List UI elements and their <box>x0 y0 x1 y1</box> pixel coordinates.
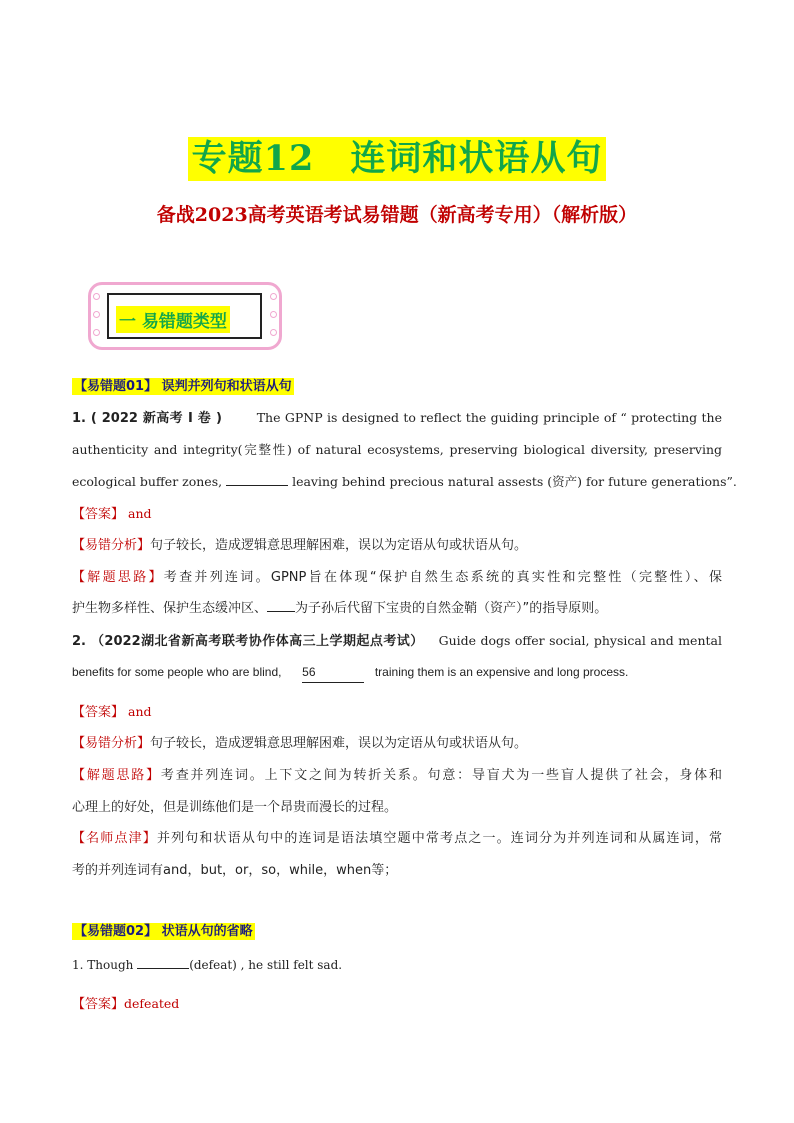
answer-label: 【答案】 <box>72 705 125 720</box>
section2-header: 【易错题02】 状语从句的省略 <box>74 924 253 939</box>
page-subtitle: 备战2023高考英语考试易错题（新高考专用）（解析版） <box>156 204 638 226</box>
q1-line2: authenticity and integrity(完整性) of natural ecosystems, preserving biological diversity, preserving <box>72 442 722 457</box>
section1-header: 【易错题01】 误判并列句和状语从句 <box>74 379 292 394</box>
q1-line3 <box>72 472 737 492</box>
s2-q1-line <box>72 955 722 975</box>
idea-label: 【解题思路】 <box>72 570 164 585</box>
s2-answer: defeated <box>124 996 180 1011</box>
q1-answer-blank <box>226 485 288 486</box>
s2-q1-blank <box>137 968 189 969</box>
q1-line1 <box>72 408 722 429</box>
q1-idea-line2 <box>72 599 722 619</box>
q1-idea-1: 考查并列连词。GPNP旨在体现“保护自然生态系统的真实性和完整性（完整性）、保 <box>163 570 722 585</box>
q2-line2 <box>72 662 722 683</box>
q2-answer: and <box>128 704 152 719</box>
q2-idea-line2: 心理上的好处，但是训练他们是一个昂贵而漫长的过程。 <box>72 800 398 815</box>
q1-analysis: 句子较长，造成逻辑意思理解困难，误以为定语从句或状语从句。 <box>150 538 528 553</box>
section-badge-label: 一 易错题类型 <box>116 306 230 333</box>
q1-idea-blank <box>267 611 295 612</box>
q1-analysis-line <box>72 536 722 556</box>
q1-answer-line <box>72 504 722 525</box>
q1-text-3a: ecological buffer zones, <box>72 474 223 489</box>
q1-text-3b: leaving behind precious natural assests (资产) for future generations”. <box>292 474 737 489</box>
s2-answer-line <box>72 994 722 1015</box>
q2-source: 2. （2022湖北省新高考联考协作体高三上学期起点考试） <box>72 634 424 649</box>
q1-idea-2a: 护生物多样性、保护生态缓冲区、 <box>72 601 268 616</box>
answer-label: 【答案】 <box>72 507 125 522</box>
answer-label: 【答案】 <box>72 997 125 1012</box>
s2-q1-text-a: 1. Though <box>72 958 134 972</box>
analysis-label: 【易错分析】 <box>72 538 151 553</box>
q2-line1 <box>72 631 722 652</box>
section2-header-line <box>72 922 722 942</box>
idea-label: 【解题思路】 <box>72 768 161 783</box>
tip-label: 【名师点津】 <box>72 831 157 846</box>
q2-text-1: Guide dogs offer social, physical and mental <box>438 633 722 648</box>
analysis-label: 【易错分析】 <box>72 736 151 751</box>
q1-idea-2b: 为子孙后代留下宝贵的自然金鞘（资产）”的指导原则。 <box>295 601 608 616</box>
q2-idea-line1 <box>72 766 722 786</box>
q2-idea-1: 考查并列连词。上下文之间为转折关系。句意：导盲犬为一些盲人提供了社会，身体和 <box>160 768 722 783</box>
q1-text-1: The GPNP is designed to reflect the guiding principle of “ protecting the <box>256 410 722 425</box>
s2-q1-text-b: (defeat) , he still felt sad. <box>189 958 343 972</box>
title-wrap <box>0 137 794 181</box>
q2-text-2b: training them is an expensive and long process. <box>374 665 629 679</box>
q2-text-2a: benefits for some people who are blind, <box>72 665 282 679</box>
q2-tip-line1 <box>72 829 722 849</box>
q2-blank-number: 56 <box>302 662 364 683</box>
q1-answer: and <box>128 506 152 521</box>
q2-tip-1: 并列句和状语从句中的连词是语法填空题中常考点之一。连词分为并列连词和从属连词，常 <box>156 831 722 846</box>
section1-header-line <box>72 377 722 397</box>
q2-answer-line <box>72 702 722 723</box>
q2-analysis: 句子较长，造成逻辑意思理解困难，误以为定语从句或状语从句。 <box>150 736 528 751</box>
q1-idea-line1 <box>72 568 722 588</box>
q2-tip-line2: 考的并列连词有and，but，or，so，while，when等； <box>72 863 398 878</box>
q1-source: 1. ( 2022 新高考 I 卷 ) <box>72 411 222 426</box>
page-title: 专题12 连词和状语从句 <box>188 137 607 181</box>
q2-analysis-line <box>72 734 722 754</box>
